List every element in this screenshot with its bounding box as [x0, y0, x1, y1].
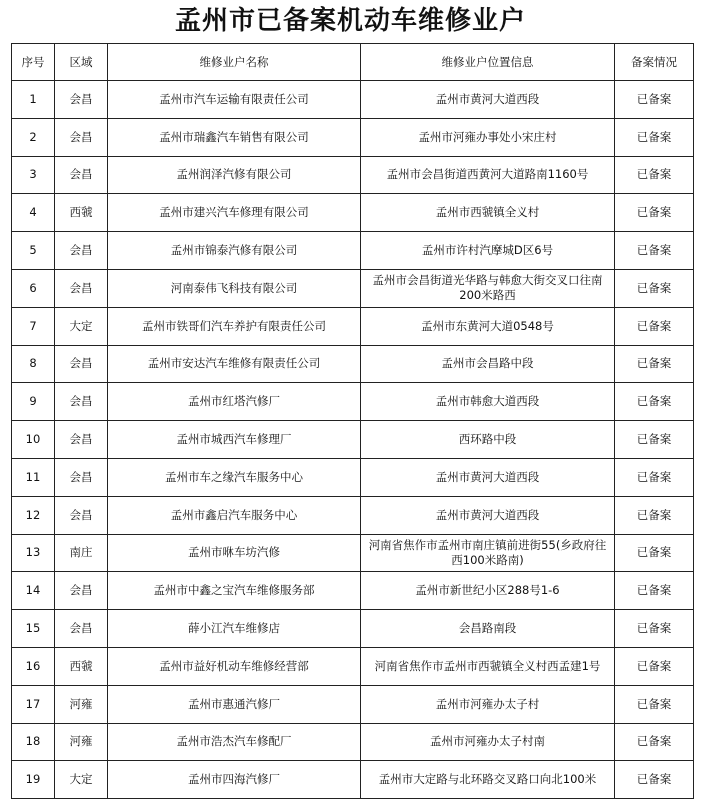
- cell-status: 已备案: [615, 118, 694, 156]
- table-row: [12, 194, 694, 232]
- cell-shop-name: 薛小江汽车维修店: [108, 610, 361, 648]
- cell-address: 孟州市许村汽摩城D区6号: [361, 232, 615, 270]
- table-row: [12, 383, 694, 421]
- cell-area: 会昌: [55, 458, 108, 496]
- cell-shop-name: 孟州市城西汽车修理厂: [108, 421, 361, 459]
- cell-area: 会昌: [55, 345, 108, 383]
- table-row: [12, 534, 694, 572]
- table-row: [12, 307, 694, 345]
- cell-status: 已备案: [615, 383, 694, 421]
- cell-no: 8: [12, 345, 55, 383]
- cell-status: 已备案: [615, 572, 694, 610]
- header-no: 序号: [12, 44, 55, 81]
- cell-area: 会昌: [55, 383, 108, 421]
- cell-shop-name: 孟州市益好机动车维修经营部: [108, 647, 361, 685]
- cell-area: 西虢: [55, 194, 108, 232]
- cell-area: 大定: [55, 761, 108, 799]
- cell-status: 已备案: [615, 610, 694, 648]
- table-row: [12, 118, 694, 156]
- table-row: [12, 610, 694, 648]
- cell-status: 已备案: [615, 685, 694, 723]
- table-row: [12, 761, 694, 799]
- cell-area: 南庄: [55, 534, 108, 572]
- cell-shop-name: 河南泰伟飞科技有限公司: [108, 269, 361, 307]
- cell-shop-name: 孟州市惠通汽修厂: [108, 685, 361, 723]
- cell-status: 已备案: [615, 345, 694, 383]
- cell-shop-name: 孟州市铁哥们汽车养护有限责任公司: [108, 307, 361, 345]
- cell-shop-name: 孟州市咻车坊汽修: [108, 534, 361, 572]
- cell-area: 会昌: [55, 269, 108, 307]
- cell-address: 会昌路南段: [361, 610, 615, 648]
- cell-address: 西环路中段: [361, 421, 615, 459]
- table-header-row: [12, 44, 694, 81]
- table-row: [12, 421, 694, 459]
- table-row: [12, 345, 694, 383]
- cell-no: 2: [12, 118, 55, 156]
- table-row: [12, 81, 694, 119]
- cell-no: 7: [12, 307, 55, 345]
- header-address: 维修业户位置信息: [361, 44, 615, 81]
- cell-no: 17: [12, 685, 55, 723]
- cell-address: 孟州市会昌街道光华路与韩愈大街交叉口往南200米路西: [361, 269, 615, 307]
- cell-shop-name: 孟州市中鑫之宝汽车维修服务部: [108, 572, 361, 610]
- table-row: [12, 572, 694, 610]
- table-row: [12, 685, 694, 723]
- cell-status: 已备案: [615, 761, 694, 799]
- cell-shop-name: 孟州市鑫启汽车服务中心: [108, 496, 361, 534]
- cell-shop-name: 孟州市汽车运输有限责任公司: [108, 81, 361, 119]
- cell-no: 11: [12, 458, 55, 496]
- table-body: [12, 81, 694, 799]
- cell-area: 会昌: [55, 118, 108, 156]
- cell-no: 15: [12, 610, 55, 648]
- cell-address: 孟州市黄河大道西段: [361, 81, 615, 119]
- table-row: [12, 269, 694, 307]
- cell-shop-name: 孟州市锦泰汽修有限公司: [108, 232, 361, 270]
- cell-no: 18: [12, 723, 55, 761]
- cell-address: 河南省焦作市孟州市西虢镇全义村西孟建1号: [361, 647, 615, 685]
- header-status: 备案情况: [615, 44, 694, 81]
- header-name: 维修业户名称: [108, 44, 361, 81]
- cell-address: 河南省焦作市孟州市南庄镇前进街55(乡政府往西100米路南): [361, 534, 615, 572]
- cell-no: 5: [12, 232, 55, 270]
- cell-address: 孟州市会昌街道西黄河大道路南1160号: [361, 156, 615, 194]
- cell-address: 孟州市韩愈大道西段: [361, 383, 615, 421]
- cell-no: 19: [12, 761, 55, 799]
- cell-address: 孟州市黄河大道西段: [361, 458, 615, 496]
- cell-area: 大定: [55, 307, 108, 345]
- cell-no: 14: [12, 572, 55, 610]
- page-title: 孟州市已备案机动车维修业户: [174, 6, 526, 36]
- cell-address: 孟州市东黄河大道0548号: [361, 307, 615, 345]
- cell-area: 会昌: [55, 81, 108, 119]
- table-row: [12, 458, 694, 496]
- table-row: [12, 232, 694, 270]
- cell-no: 9: [12, 383, 55, 421]
- cell-address: 孟州市会昌路中段: [361, 345, 615, 383]
- table-row: [12, 647, 694, 685]
- cell-area: 会昌: [55, 496, 108, 534]
- cell-area: 会昌: [55, 572, 108, 610]
- cell-status: 已备案: [615, 458, 694, 496]
- cell-address: 孟州市河雍办太子村: [361, 685, 615, 723]
- cell-status: 已备案: [615, 723, 694, 761]
- table-row: [12, 723, 694, 761]
- cell-shop-name: 孟州润泽汽修有限公司: [108, 156, 361, 194]
- cell-address: 孟州市河雍办事处小宋庄村: [361, 118, 615, 156]
- cell-shop-name: 孟州市车之缘汽车服务中心: [108, 458, 361, 496]
- cell-area: 会昌: [55, 610, 108, 648]
- cell-status: 已备案: [615, 496, 694, 534]
- cell-no: 12: [12, 496, 55, 534]
- cell-area: 河雍: [55, 685, 108, 723]
- cell-status: 已备案: [615, 534, 694, 572]
- cell-shop-name: 孟州市瑞鑫汽车销售有限公司: [108, 118, 361, 156]
- table-row: [12, 496, 694, 534]
- cell-status: 已备案: [615, 81, 694, 119]
- repair-shop-table: [11, 43, 694, 799]
- cell-address: 孟州市新世纪小区288号1-6: [361, 572, 615, 610]
- cell-shop-name: 孟州市红塔汽修厂: [108, 383, 361, 421]
- table-row: [12, 156, 694, 194]
- cell-no: 6: [12, 269, 55, 307]
- cell-status: 已备案: [615, 194, 694, 232]
- cell-shop-name: 孟州市四海汽修厂: [108, 761, 361, 799]
- cell-status: 已备案: [615, 232, 694, 270]
- cell-shop-name: 孟州市安达汽车维修有限责任公司: [108, 345, 361, 383]
- cell-area: 河雍: [55, 723, 108, 761]
- cell-no: 1: [12, 81, 55, 119]
- cell-address: 孟州市大定路与北环路交叉路口向北100米: [361, 761, 615, 799]
- header-area: 区域: [55, 44, 108, 81]
- cell-no: 4: [12, 194, 55, 232]
- cell-no: 13: [12, 534, 55, 572]
- cell-area: 会昌: [55, 232, 108, 270]
- cell-status: 已备案: [615, 307, 694, 345]
- cell-status: 已备案: [615, 269, 694, 307]
- cell-address: 孟州市河雍办太子村南: [361, 723, 615, 761]
- cell-area: 会昌: [55, 156, 108, 194]
- cell-no: 16: [12, 647, 55, 685]
- cell-status: 已备案: [615, 421, 694, 459]
- cell-status: 已备案: [615, 647, 694, 685]
- cell-no: 10: [12, 421, 55, 459]
- cell-address: 孟州市西虢镇全义村: [361, 194, 615, 232]
- cell-shop-name: 孟州市建兴汽车修理有限公司: [108, 194, 361, 232]
- cell-shop-name: 孟州市浩杰汽车修配厂: [108, 723, 361, 761]
- cell-address: 孟州市黄河大道西段: [361, 496, 615, 534]
- cell-area: 西虢: [55, 647, 108, 685]
- cell-area: 会昌: [55, 421, 108, 459]
- cell-status: 已备案: [615, 156, 694, 194]
- cell-no: 3: [12, 156, 55, 194]
